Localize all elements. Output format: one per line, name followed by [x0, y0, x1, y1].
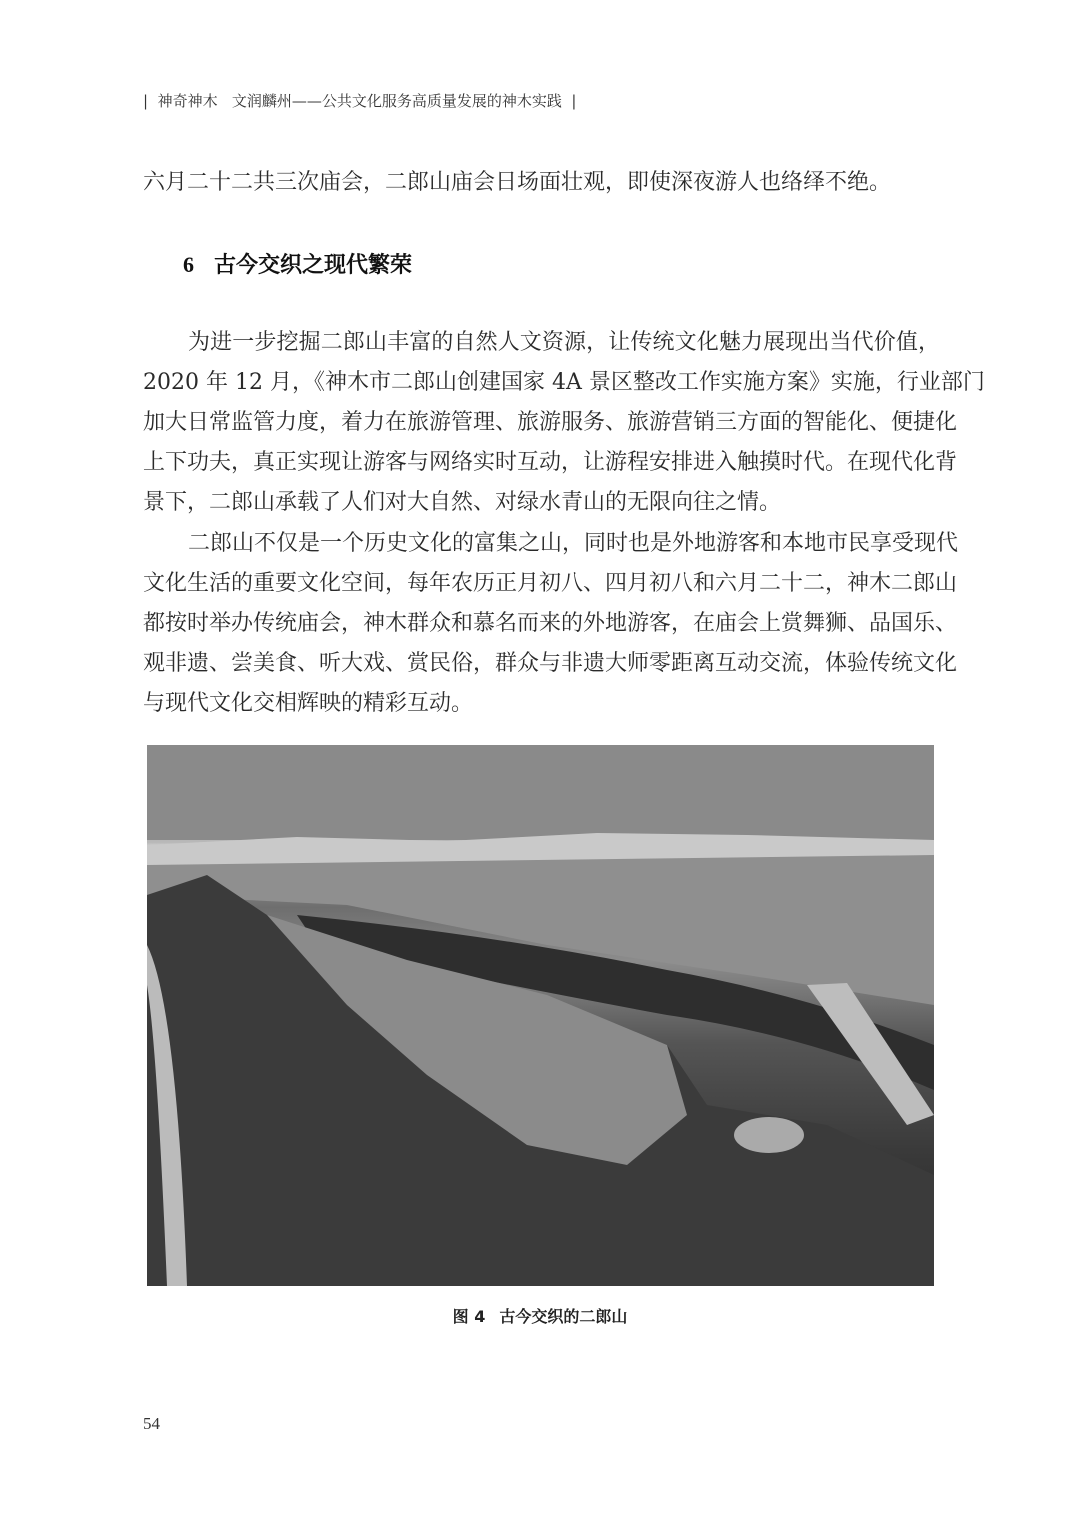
paragraph-line: 加大日常监管力度，着力在旅游管理、旅游服务、旅游营销三方面的智能化、便捷化	[143, 410, 958, 435]
running-header: | 神奇神木 文润麟州——公共文化服务高质量发展的神木实践 |	[143, 92, 577, 110]
figure-caption	[0, 1304, 1080, 1327]
section-number: 6	[183, 252, 194, 277]
figure-caption-text: 古今交织的二郎山	[499, 1307, 628, 1326]
paragraph-line: 与现代文化交相辉映的精彩互动。	[143, 691, 474, 716]
paragraph-line: 2020 年 12 月，《神木市二郎山创建国家 4A 景区整改工作实施方案》实施，行业部门	[143, 370, 985, 395]
paragraph-line: 二郎山不仅是一个历史文化的富集之山，同时也是外地游客和本地市民享受现代	[188, 531, 959, 556]
aerial-photo	[147, 745, 934, 1286]
section-heading	[183, 248, 412, 279]
continuation-text: 六月二十二共三次庙会，二郎山庙会日场面壮观，即使深夜游人也络绎不绝。	[143, 170, 892, 195]
paragraph-line: 景下，二郎山承载了人们对大自然、对绿水青山的无限向往之情。	[143, 490, 782, 515]
paragraph-line: 文化生活的重要文化空间，每年农历正月初八、四月初八和六月二十二，神木二郎山	[143, 571, 958, 596]
paragraph-line: 为进一步挖掘二郎山丰富的自然人文资源，让传统文化魅力展现出当代价值，	[188, 330, 940, 355]
paragraph-line: 都按时举办传统庙会，神木群众和慕名而来的外地游客，在庙会上赏舞狮、品国乐、	[143, 611, 958, 636]
section-title: 古今交织之现代繁荣	[214, 253, 413, 278]
paragraph-line: 上下功夫，真正实现让游客与网络实时互动，让游程安排进入触摸时代。在现代化背	[143, 450, 958, 475]
figure-label: 图 4	[452, 1307, 486, 1326]
page-number: 54	[143, 1414, 160, 1433]
paragraph-line: 观非遗、尝美食、听大戏、赏民俗，群众与非遗大师零距离互动交流，体验传统文化	[143, 651, 958, 676]
